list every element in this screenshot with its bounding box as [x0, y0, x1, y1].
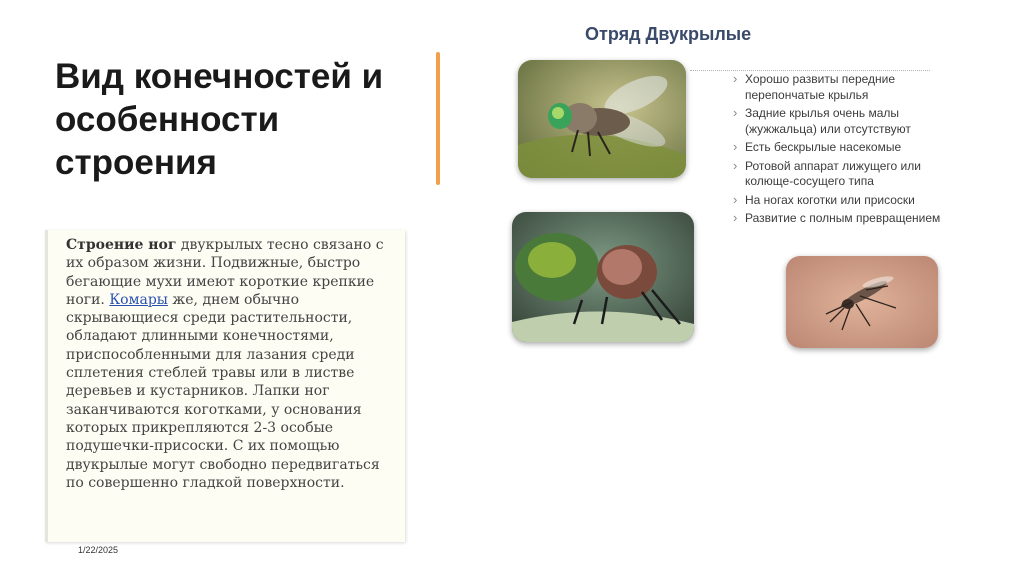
- legs-description-box: [45, 230, 405, 542]
- quote-text-1: двукрылых тесно связано с их образом жизни. Подвижные, быстро бегающие мухи имеют короткие крепкие ноги.: [66, 237, 384, 308]
- list-item: › Хорошо развиты передние перепончатые крылья: [732, 72, 947, 103]
- list-item: › Ротовой аппарат лижущего или колюще-сосущего типа: [732, 159, 947, 190]
- horsefly-photo: [518, 60, 686, 178]
- greenbottle-fly-photo: [512, 212, 694, 342]
- quote-lead: Строение ног: [66, 237, 177, 253]
- list-item: › Развитие с полным превращением: [732, 211, 947, 227]
- panel-title: Отряд Двукрылые: [585, 24, 752, 44]
- list-item: › На ногах коготки или присоски: [732, 193, 947, 209]
- list-item: › Задние крылья очень малы (жужжальца) или отсутствуют: [732, 106, 947, 137]
- mosquitoes-link[interactable]: Комары: [109, 291, 168, 308]
- slide-title: Вид конечностей и особенности строения: [55, 57, 384, 182]
- slide-date: 1/22/2025: [78, 545, 119, 555]
- accent-divider: [436, 52, 440, 185]
- panel-divider-line: [690, 70, 930, 71]
- quote-text-2: же, днем обычно скрывающиеся среди растительности, обладают длинными конечностями, приспособленными для лазания среди сплетения стеблей травы или в листве деревьев и кустарников. Лапки ног заканчиваются коготками, у основания которых прикрепляются 2-3 особые подушечки-присоски. С их помощью двукрылые могут свободно передвигаться по совершенно гладкой поверхности.: [66, 291, 380, 491]
- mosquito-photo: [786, 256, 938, 348]
- list-item: › Есть бескрылые насекомые: [732, 140, 947, 156]
- traits-list: [732, 72, 947, 230]
